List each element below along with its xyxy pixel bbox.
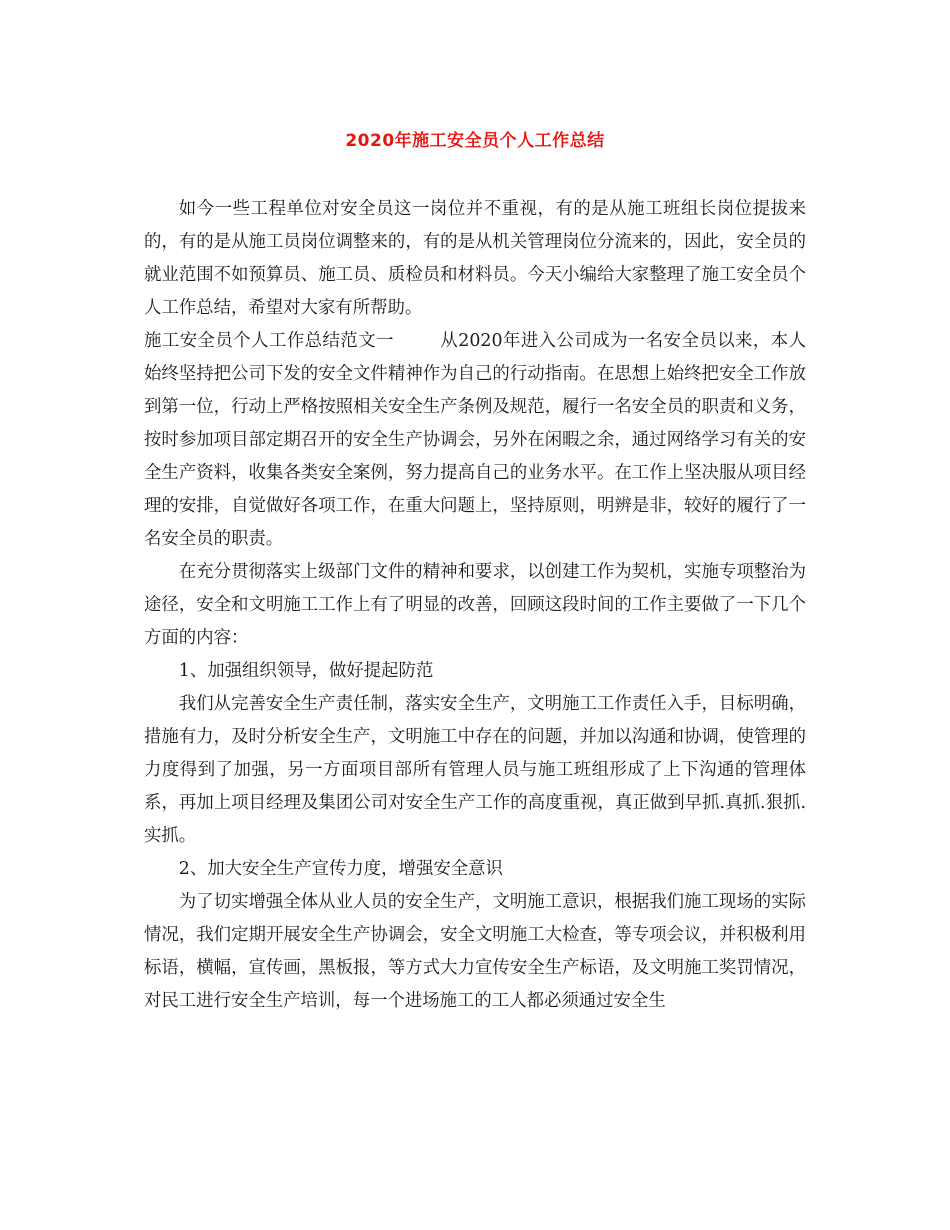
document-title: 2020年施工安全员个人工作总结 xyxy=(345,131,605,151)
section-paragraph xyxy=(144,325,806,556)
organization-paragraph: 我们从完善安全生产责任制，落实安全生产，文明施工工作责任入手，目标明确，措施有力，及时分析安全生产，文明施工中存在的问题，并加以沟通和协调，使管理的力度得到了加强，另一方面项目部所有管理人员与施工班组形成了上下沟通的管理体系，再加上项目经理及集团公司对安全生产工作的高度重视，真正做到早抓.真抓.狠抓.实抓。 xyxy=(144,694,806,846)
section-paragraph-text: 从2020年进入公司成为一名安全员以来，本人始终坚持把公司下发的安全文件精神作为自己的行动指南。在思想上始终把安全工作放到第一位，行动上严格按照相关安全生产条例及规范，履行一名安全员的职责和义务，按时参加项目部定期召开的安全生产协调会，另外在闲暇之余，通过网络学习有关的安全生产资料，收集各类安全案例，努力提高自己的业务水平。在工作上坚决服从项目经理的安排，自觉做好各项工作，在重大问题上，坚持原则，明辨是非，较好的履行了一名安全员的职责。 xyxy=(144,331,806,549)
publicity-paragraph: 为了切实增强全体从业人员的安全生产，文明施工意识，根据我们施工现场的实际情况，我们定期开展安全生产协调会，安全文明施工大检查，等专项会议，并积极利用标语，横幅，宣传画，黑板报，等方式大力宣传安全生产标语，及文明施工奖罚情况，对民工进行安全生产培训，每一个进场施工的工人都必须通过安全生 xyxy=(144,892,806,1011)
document-body xyxy=(144,193,806,1018)
context-paragraph: 在充分贯彻落实上级部门文件的精神和要求，以创建工作为契机，实施专项整治为途径，安全和文明施工工作上有了明显的改善，回顾这段时间的工作主要做了一下几个方面的内容： xyxy=(144,562,806,648)
heading-publicity: 2、加大安全生产宣传力度，增强安全意识 xyxy=(178,859,503,879)
heading-organization: 1、加强组织领导，做好提起防范 xyxy=(178,661,434,681)
intro-paragraph: 如今一些工程单位对安全员这一岗位并不重视，有的是从施工班组长岗位提拔来的，有的是从施工员岗位调整来的，有的是从机关管理岗位分流来的，因此，安全员的就业范围不如预算员、施工员、质检员和材料员。今天小编给大家整理了施工安全员个人工作总结，希望对大家有所帮助。 xyxy=(144,199,806,318)
section-label: 施工安全员个人工作总结范文一 xyxy=(144,331,394,351)
